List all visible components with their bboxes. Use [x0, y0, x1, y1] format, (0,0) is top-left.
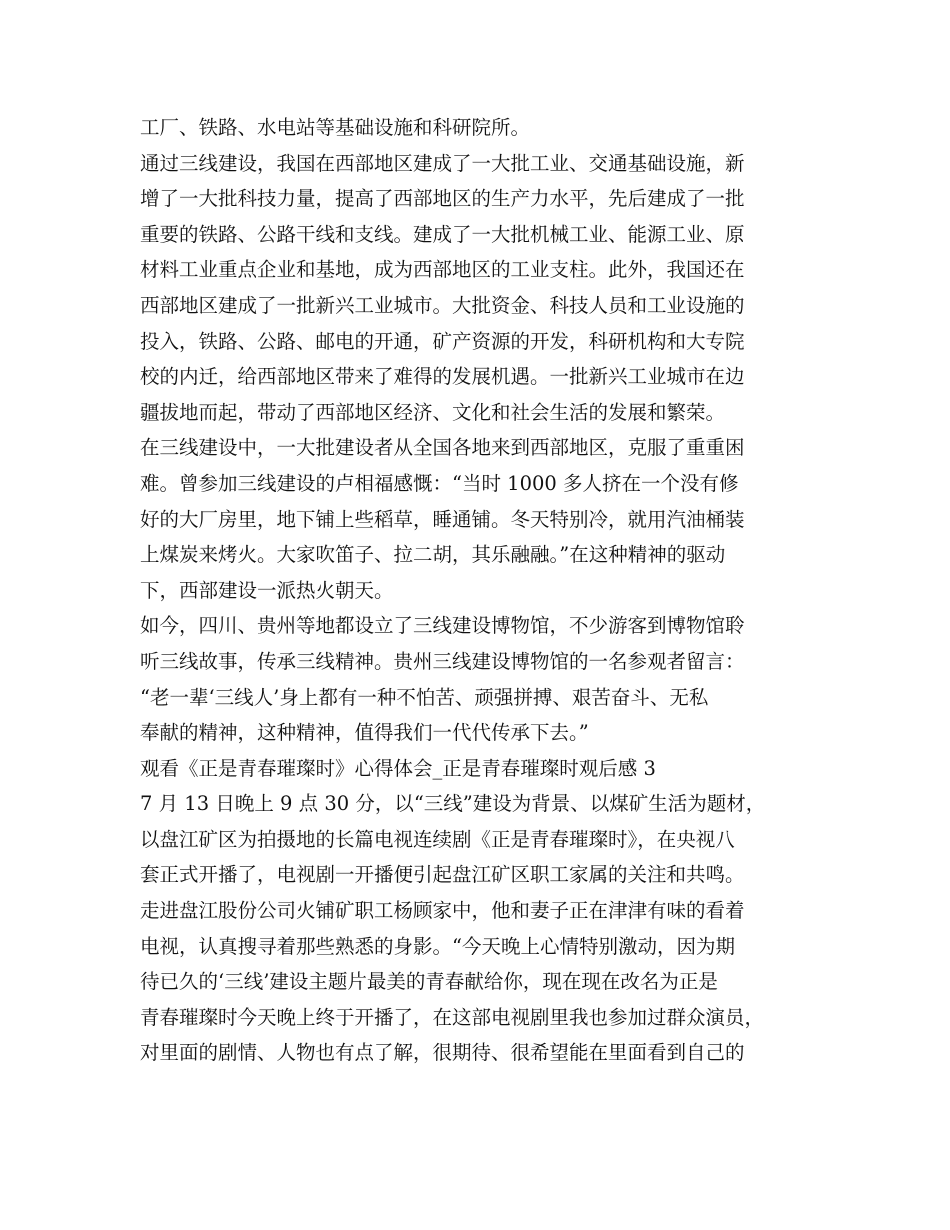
document-body [140, 110, 840, 1071]
text-line: 青春璀璨时今天晚上终于开播了，在这部电视剧里我也参加过群众演员， [140, 1005, 765, 1029]
text-line: 疆拔地而起，带动了西部地区经济、文化和社会生活的发展和繁荣。 [140, 400, 726, 424]
text-line: 奉献的精神，这种精神，值得我们一代代传承下去。” [140, 721, 589, 745]
text-line: 以盘江矿区为拍摄地的长篇电视连续剧《正是青春璀璨时》，在央视八 [140, 827, 735, 851]
text-line: 材料工业重点企业和基地，成为西部地区的工业支柱。此外，我国还在 [140, 258, 745, 282]
text-line: 对里面的剧情、人物也有点了解，很期待、很希望能在里面看到自己的 [140, 1041, 745, 1065]
text-line: 待已久的‘三线’建设主题片最美的青春献给你，现在现在改名为正是 [140, 970, 718, 994]
text-line: 好的大厂房里，地下铺上些稻草，睡通铺。冬天特别冷，就用汽油桶装 [140, 507, 745, 531]
text-line: 在三线建设中，一大批建设者从全国各地来到西部地区，克服了重重困 [140, 436, 745, 460]
text-line: 通过三线建设，我国在西部地区建成了一大批工业、交通基础设施，新 [140, 151, 745, 175]
text-line: 电视，认真搜寻着那些熟悉的身影。“今天晚上心情特别激动，因为期 [140, 934, 735, 958]
text-line: 西部地区建成了一批新兴工业城市。大批资金、科技人员和工业设施的 [140, 293, 745, 317]
text-line: 如今，四川、贵州等地都设立了三线建设博物馆，不少游客到博物馆聆 [140, 614, 745, 638]
text-line: 投入，铁路、公路、邮电的开通，矿产资源的开发，科研机构和大专院 [140, 329, 745, 353]
text-line: 上煤炭来烤火。大家吹笛子、拉二胡，其乐融融。”在这种精神的驱动 [140, 543, 726, 567]
section-heading: 观看《正是青春璀璨时》心得体会_正是青春璀璨时观后感 3 [140, 756, 656, 780]
text-line: 听三线故事，传承三线精神。贵州三线建设博物馆的一名参观者留言： [140, 649, 745, 673]
text-line: 7 月 13 日晚上 9 点 30 分，以“三线”建设为背景、以煤矿生活为题材， [140, 792, 766, 816]
text-line: 重要的铁路、公路干线和支线。建成了一大批机械工业、能源工业、原 [140, 222, 745, 246]
text-line: 套正式开播了，电视剧一开播便引起盘江矿区职工家属的关注和共鸣。 [140, 863, 745, 887]
text-line: 增了一大批科技力量，提高了西部地区的生产力水平，先后建成了一批 [140, 187, 745, 211]
text-line: “老一辈‘三线人’身上都有一种不怕苦、顽强拼搏、艰苦奋斗、无私 [140, 685, 709, 709]
text-line: 走进盘江股份公司火铺矿职工杨顾家中，他和妻子正在津津有味的看着 [140, 899, 745, 923]
text-line: 校的内迁，给西部地区带来了难得的发展机遇。一批新兴工业城市在边 [140, 365, 745, 389]
text-line: 工厂、铁路、水电站等基础设施和科研院所。 [140, 116, 531, 139]
text-line: 难。曾参加三线建设的卢相福感慨：“当时 1000 多人挤在一个没有修 [140, 471, 739, 495]
text-line: 下，西部建设一派热火朝天。 [140, 578, 394, 602]
